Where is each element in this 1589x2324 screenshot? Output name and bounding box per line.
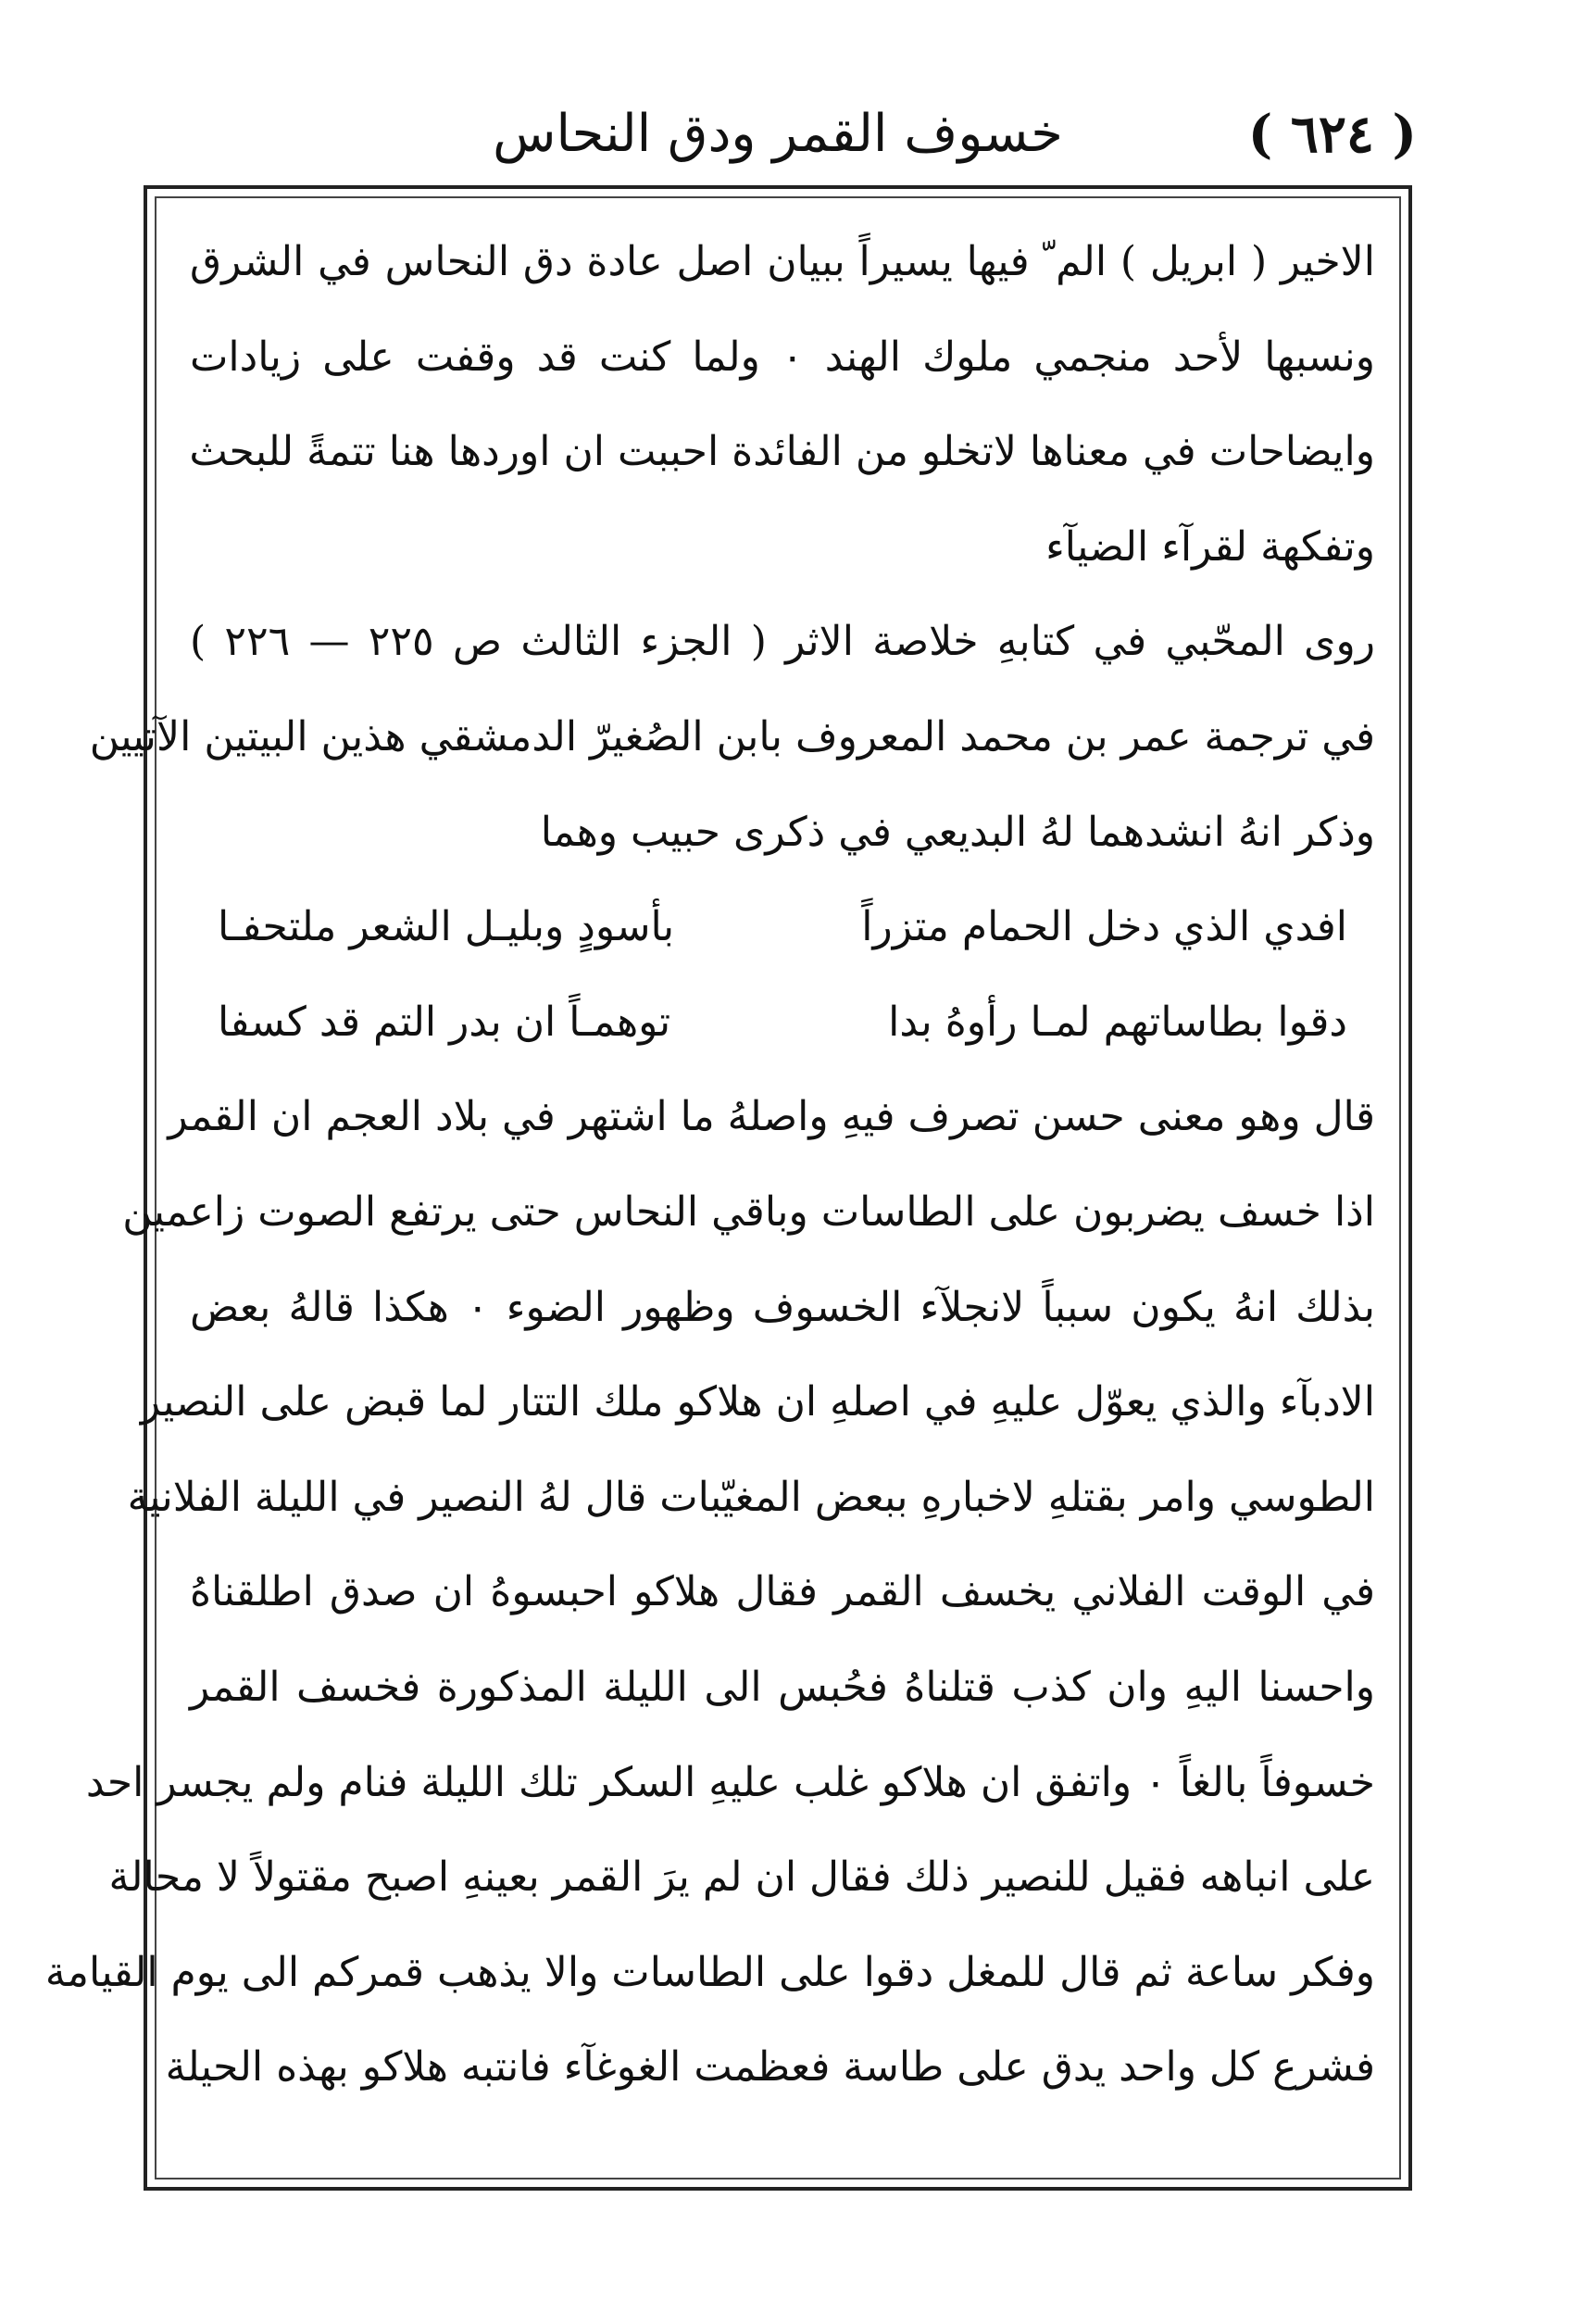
page-header [139,88,1417,181]
text-line: ونسبها لأحد منجمي ملوك الهند ٠ ولما كنت قد وقفت على زيادات [190,333,1376,381]
page-number: ( ٦٢٤ ) [1247,104,1417,165]
verse-first-hemistich: دقوا بطاساتهم لمـا رأوهُ بدا [888,998,1347,1046]
text-line: وفكر ساعة ثم قال للمغل دقوا على الطاسات والا يذهب قمركم الى يوم القيامة [44,1948,1375,1996]
text-line: واحسنا اليهِ وان كذب قتلناهُ فحُبس الى الليلة المذكورة فخسف القمر [190,1663,1375,1711]
text-line: وتفكهة لقرآء الضيآء [1045,522,1375,571]
text-line: في الوقت الفلاني يخسف القمر فقال هلاكو احبسوهُ ان صدق اطلقناهُ [190,1568,1375,1616]
text-line: في ترجمة عمر بن محمد المعروف بابن الصُغيرّ الدمشقي هذين البيتين الآتيين [89,712,1375,760]
text-line: اذا خسف يضربون على الطاسات وباقي النحاس حتى يرتفع الصوت زاعمين [122,1187,1375,1236]
text-line: فشرع كل واحد يدق على طاسة فعظمت الغوغآء فانتبه هلاكو بهذه الحيلة [165,2043,1375,2092]
text-line: الطوسي وامر بقتلهِ لاخبارهِ ببعض المغيّبات قال لهُ النصير في الليلة الفلانية [127,1473,1375,1521]
running-title: خسوف القمر ودق النحاس [493,104,1063,164]
poem-verse [190,975,1375,1071]
verse-first-hemistich: افدي الذي دخل الحمام متزراً [861,903,1347,951]
text-line: الاخير ( ابريل ) الم ّ فيها يسيراً ببيان اصل عادة دق النحاس في الشرق [190,238,1375,285]
text-line: بذلك انهُ يكون سبباً لانجلآء الخسوف وظهور الضوء ٠ هكذا قالهُ بعض [190,1283,1376,1331]
verse-second-hemistich: توهمـاً ان بدر التم قد كسفا [218,998,671,1046]
text-line: الادبآء والذي يعوّل عليهِ في اصلهِ ان هلاكو ملك التتار لما قبض على النصير [140,1378,1375,1426]
page-body [44,215,1376,2116]
text-line: وذكر انهُ انشدهما لهُ البديعي في ذكرى حبيب وهما [540,808,1375,856]
text-line: روى المحّبي في كتابهِ خلاصة الاثر ( الجزء الثالث ص ٢٢٥ — ٢٢٦ ) [190,618,1375,666]
text-line: على انباهه فقيل للنصير ذلك فقال ان لم يرَ القمر بعينهِ اصبح مقتولاً لا محالة [108,1853,1375,1902]
text-line: وايضاحات في معناها لاتخلو من الفائدة احببت ان اوردها هنا تتمةً للبحث [189,428,1375,476]
verse-second-hemistich: بأسودٍ وبليـل الشعر ملتحفـا [218,903,675,951]
text-line: خسوفاً بالغاً ٠ واتفق ان هلاكو غلب عليهِ السكر تلك الليلة فنام ولم يجسر احد [85,1758,1375,1806]
text-line: قال وهو معنى حسن تصرف فيهِ واصلهُ ما اشتهر في بلاد العجم ان القمر [168,1093,1375,1141]
poem-verse [190,880,1375,975]
